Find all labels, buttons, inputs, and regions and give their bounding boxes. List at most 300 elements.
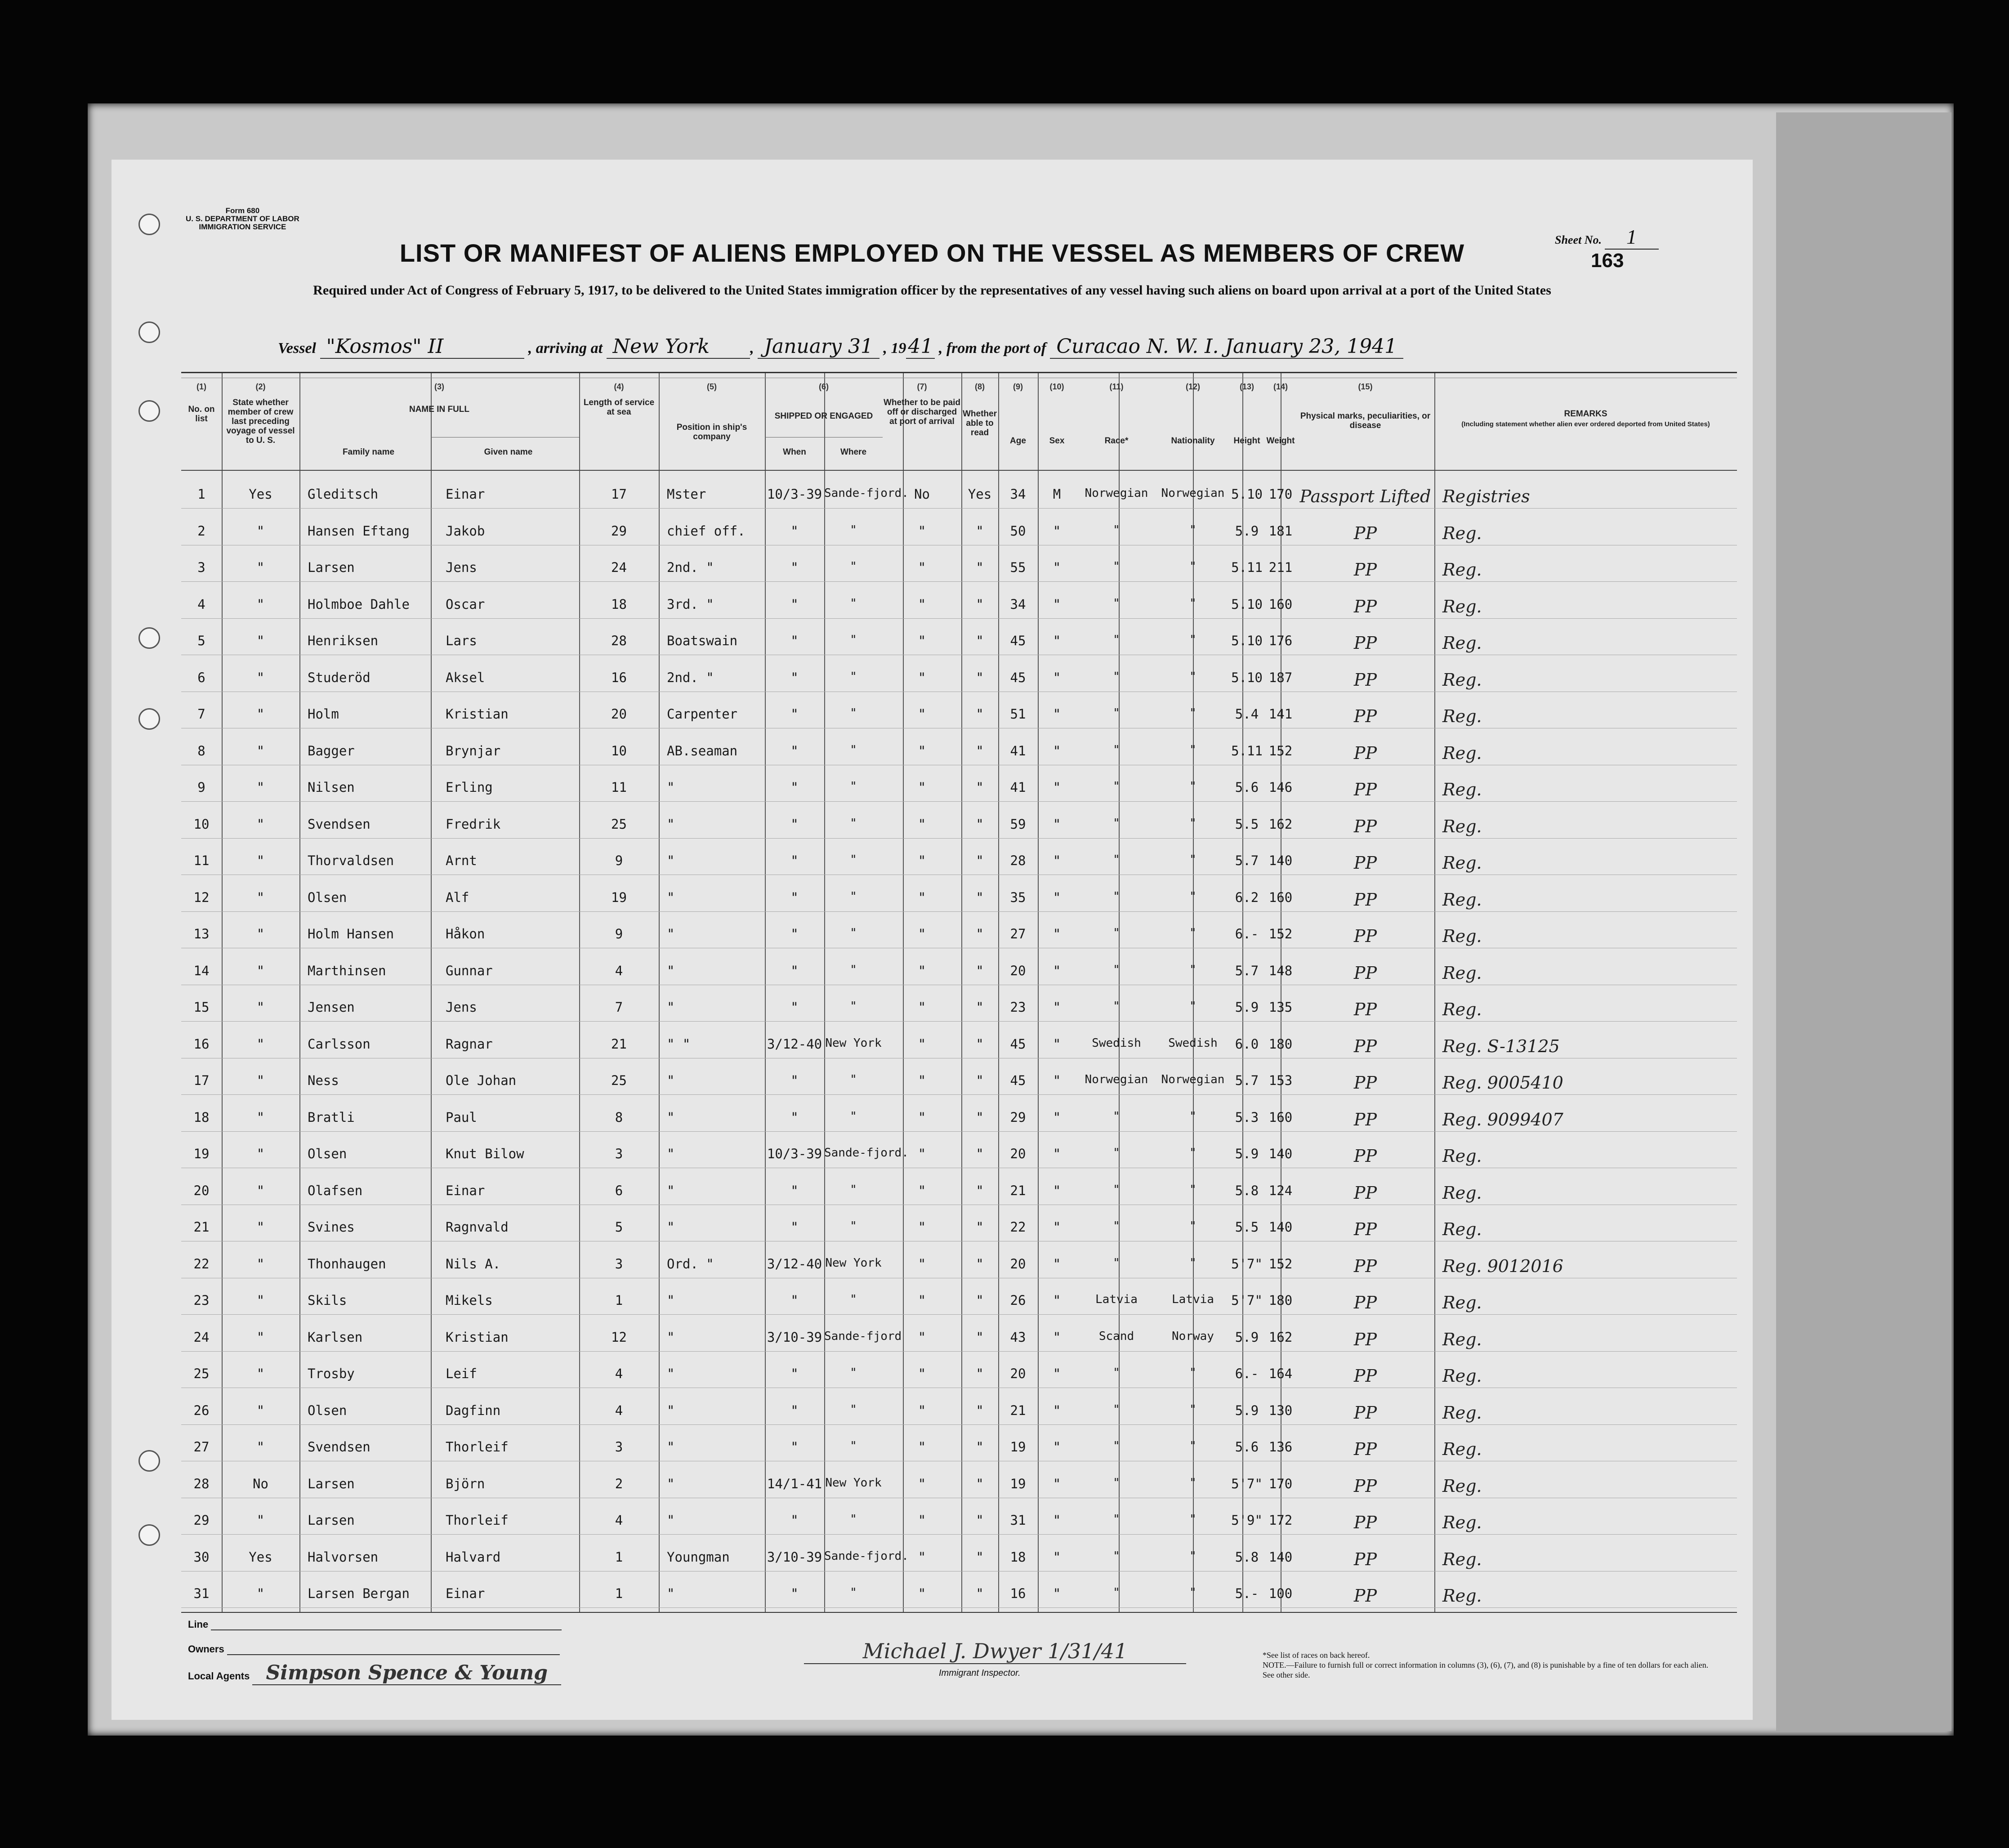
shipped-when: ": [790, 963, 799, 978]
physical-marks: PP: [1353, 816, 1377, 836]
shipped-where: ": [850, 523, 857, 537]
row-number: 16: [193, 1036, 210, 1052]
weight: 140: [1268, 1146, 1293, 1161]
paid-off: ": [918, 1476, 926, 1491]
column-rule: [1193, 373, 1194, 1612]
race: ": [1113, 1256, 1120, 1270]
age: 34: [1010, 596, 1026, 612]
shipped-where: ": [850, 780, 857, 793]
height: 5'7": [1231, 1476, 1263, 1491]
nationality: ": [1189, 1183, 1196, 1196]
race: ": [1113, 1000, 1120, 1013]
row-number: 13: [193, 926, 210, 942]
previous-voyage: ": [256, 1586, 265, 1601]
shipped-where: ": [850, 1109, 857, 1123]
family-name: Bratli: [308, 1109, 355, 1125]
nationality: ": [1189, 1000, 1196, 1013]
age: 50: [1010, 523, 1026, 539]
shipped-when: ": [790, 1073, 799, 1088]
physical-marks: PP: [1353, 1073, 1377, 1093]
shipped-where: ": [850, 1219, 857, 1233]
able-to-read: ": [976, 963, 984, 978]
previous-voyage: ": [256, 1402, 265, 1418]
shipped-where: Sande-fjord.: [824, 1146, 909, 1160]
previous-voyage: Yes: [249, 487, 272, 502]
race: Latvia: [1095, 1293, 1138, 1306]
line-label: Line: [188, 1619, 209, 1630]
length-of-service: 11: [611, 780, 627, 795]
family-name: Skils: [308, 1293, 347, 1308]
remarks: Reg.: [1442, 1476, 1482, 1496]
family-name: Nilsen: [308, 780, 355, 795]
family-name: Olsen: [308, 1402, 347, 1418]
from-label: , from the port of: [938, 340, 1046, 357]
agents-field: [188, 1661, 561, 1684]
binder-hole: [138, 214, 160, 235]
given-name: Mikels: [446, 1293, 493, 1308]
nationality: ": [1189, 816, 1196, 830]
able-to-read: ": [976, 853, 984, 868]
remarks: Reg. 9099407: [1442, 1109, 1563, 1129]
height: 5.7: [1235, 963, 1259, 978]
length-of-service: 18: [611, 596, 627, 612]
shipped-when: ": [790, 670, 799, 685]
shipped-where: ": [850, 706, 857, 720]
previous-voyage: ": [256, 1219, 265, 1235]
column-number: (8): [975, 382, 985, 391]
manifest-sheet: [112, 160, 1753, 1720]
family-name: Holm: [308, 706, 339, 722]
weight: 124: [1268, 1183, 1293, 1198]
shipped-when: 3/12-40: [767, 1036, 822, 1052]
shipped-where: Sande-fjord.: [824, 487, 909, 500]
weight: 152: [1268, 743, 1293, 759]
able-to-read: ": [976, 560, 984, 575]
shipped-where: ": [850, 816, 857, 830]
sex: ": [1053, 1256, 1061, 1272]
length-of-service: 25: [611, 816, 627, 832]
physical-marks: PP: [1353, 1293, 1377, 1312]
paid-off: ": [918, 926, 926, 942]
remarks: Reg.: [1442, 670, 1482, 690]
height: 6.-: [1235, 926, 1259, 942]
physical-marks: PP: [1353, 706, 1377, 726]
shipped-when: ": [790, 1586, 799, 1601]
position: ": [667, 1439, 675, 1455]
position: ": [667, 853, 675, 868]
weight: 211: [1268, 560, 1293, 575]
position: ": [667, 1146, 675, 1161]
given-name: Jens: [446, 560, 477, 575]
arrival-date: January 31: [758, 335, 879, 359]
row-number: 22: [193, 1256, 210, 1272]
shipped-when: ": [790, 596, 799, 612]
length-of-service: 24: [611, 560, 627, 575]
previous-voyage: ": [256, 560, 265, 575]
age: 28: [1010, 853, 1026, 868]
position: ": [667, 1329, 675, 1345]
table-row: [181, 838, 1737, 839]
race: ": [1113, 1109, 1120, 1123]
paid-off: ": [918, 889, 926, 905]
given-name: Gunnar: [446, 963, 493, 978]
nationality: ": [1189, 1549, 1196, 1563]
given-name: Thorleif: [446, 1439, 509, 1455]
physical-marks: PP: [1353, 1402, 1377, 1423]
family-name: Jensen: [308, 1000, 355, 1015]
row-number: 6: [197, 670, 205, 685]
height: 5.4: [1235, 706, 1259, 722]
row-number: 7: [197, 706, 205, 722]
sex: ": [1053, 706, 1061, 722]
given-name: Kristian: [446, 1329, 509, 1345]
previous-voyage: ": [256, 1109, 265, 1125]
position: 3rd. ": [667, 596, 714, 612]
shipped-where: ": [850, 1586, 857, 1599]
sex: ": [1053, 1036, 1061, 1052]
height: 5.8: [1235, 1183, 1259, 1198]
form-number-block: [186, 207, 299, 231]
paid-off: ": [918, 1109, 926, 1125]
row-number: 30: [193, 1549, 210, 1565]
nationality: ": [1189, 780, 1196, 793]
row-number: 12: [193, 889, 210, 905]
length-of-service: 21: [611, 1036, 627, 1052]
given-name: Thorleif: [446, 1513, 509, 1528]
age: 45: [1010, 1036, 1026, 1052]
remarks: Reg. 9005410: [1442, 1073, 1563, 1093]
length-of-service: 28: [611, 633, 627, 648]
sex: ": [1053, 1549, 1061, 1565]
sex: ": [1053, 1329, 1061, 1345]
sex: ": [1053, 670, 1061, 685]
position: " ": [667, 1036, 691, 1052]
shipped-when: ": [790, 816, 799, 832]
weight: 170: [1268, 487, 1293, 502]
family-name: Gleditsch: [308, 487, 379, 502]
position: ": [667, 926, 675, 942]
weight: 135: [1268, 1000, 1293, 1015]
height: 5.9: [1235, 1402, 1259, 1418]
length-of-service: 3: [615, 1256, 623, 1272]
department: U. S. DEPARTMENT OF LABOR: [186, 214, 299, 223]
paid-off: ": [918, 1183, 926, 1198]
nationality: Norway: [1172, 1329, 1214, 1343]
back-sheet-edge: [1776, 112, 1951, 1731]
position: ": [667, 1513, 675, 1528]
remarks: Reg.: [1442, 889, 1482, 910]
weight: 140: [1268, 853, 1293, 868]
length-of-service: 10: [611, 743, 627, 759]
height: 6.0: [1235, 1036, 1259, 1052]
weight: 160: [1268, 889, 1293, 905]
sheet-number-field: [1555, 225, 1659, 250]
sex: ": [1053, 1402, 1061, 1418]
page-title: LIST OR MANIFEST OF ALIENS EMPLOYED ON THE VESSEL AS MEMBERS OF CREW: [399, 239, 1465, 267]
position: Youngman: [667, 1549, 730, 1565]
nationality: ": [1189, 1109, 1196, 1123]
remarks: Reg.: [1442, 1146, 1482, 1166]
race: ": [1113, 560, 1120, 573]
age: 26: [1010, 1293, 1026, 1308]
table-row: [181, 911, 1737, 912]
given-name: Alf: [446, 889, 469, 905]
paid-off: ": [918, 523, 926, 539]
remarks: Reg.: [1442, 1549, 1482, 1569]
race: ": [1113, 816, 1120, 830]
race: ": [1113, 963, 1120, 977]
nationality: ": [1189, 1513, 1196, 1526]
age: 20: [1010, 1146, 1026, 1161]
remarks: Reg.: [1442, 1329, 1482, 1349]
previous-voyage: Yes: [249, 1549, 272, 1565]
inspector-signature: Michael J. Dwyer 1/31/41: [804, 1639, 1186, 1664]
shipped-where: Sande-fjord: [824, 1329, 902, 1343]
shipped-when: ": [790, 1513, 799, 1528]
binder-hole: [138, 321, 160, 343]
remarks: Reg.: [1442, 963, 1482, 983]
race: ": [1113, 1402, 1120, 1416]
paid-off: ": [918, 1329, 926, 1345]
height: 5.11: [1231, 743, 1263, 759]
footnote: [1263, 1650, 1712, 1680]
shipped-when: ": [790, 1219, 799, 1235]
previous-voyage: ": [256, 706, 265, 722]
column-rule: [961, 373, 962, 1612]
age: 35: [1010, 889, 1026, 905]
family-name: Carlsson: [308, 1036, 371, 1052]
able-to-read: Yes: [968, 487, 992, 502]
shipped-where: ": [850, 1366, 857, 1379]
given-name: Oscar: [446, 596, 485, 612]
weight: 187: [1268, 670, 1293, 685]
length-of-service: 19: [611, 889, 627, 905]
able-to-read: ": [976, 1183, 984, 1198]
family-name: Halvorsen: [308, 1549, 379, 1565]
position: AB.seaman: [667, 743, 738, 759]
age: 43: [1010, 1329, 1026, 1345]
family-name: Karlsen: [308, 1329, 363, 1345]
able-to-read: ": [976, 743, 984, 759]
weight: 160: [1268, 596, 1293, 612]
shipped-when: 10/3-39: [767, 487, 822, 502]
previous-voyage: ": [256, 1329, 265, 1345]
column-number: (9): [1013, 382, 1023, 391]
column-number: (5): [707, 382, 717, 391]
nationality: ": [1189, 853, 1196, 866]
remarks: Registries: [1442, 487, 1530, 506]
sex: ": [1053, 926, 1061, 942]
paid-off: ": [918, 743, 926, 759]
given-name: Arnt: [446, 853, 477, 868]
column-rule: [1119, 373, 1120, 1612]
able-to-read: ": [976, 926, 984, 942]
race: ": [1113, 670, 1120, 683]
previous-voyage: ": [256, 816, 265, 832]
shipped-when: 3/12-40: [767, 1256, 822, 1272]
paid-off: ": [918, 1293, 926, 1308]
header-family-name: Family name: [342, 447, 395, 457]
given-name: Halvard: [446, 1549, 501, 1565]
paid-off: ": [918, 596, 926, 612]
table-row: [181, 508, 1737, 509]
able-to-read: ": [976, 889, 984, 905]
subtitle: Required under Act of Congress of February 5, 1917, to be delivered to the United States immigration officer by the representatives of any vessel having such aliens on board upon arrival at a port of the United States: [313, 283, 1551, 298]
header-race: Race*: [1104, 436, 1129, 446]
length-of-service: 5: [615, 1219, 623, 1235]
sex: ": [1053, 889, 1061, 905]
sex: ": [1053, 780, 1061, 795]
previous-voyage: ": [256, 1146, 265, 1161]
physical-marks: PP: [1353, 1219, 1377, 1239]
remarks: Reg.: [1442, 1402, 1482, 1423]
sex: ": [1053, 743, 1061, 759]
nationality: ": [1189, 523, 1196, 537]
given-name: Nils A.: [446, 1256, 501, 1272]
physical-marks: PP: [1353, 1586, 1377, 1606]
column-rule: [1434, 373, 1435, 1612]
age: 20: [1010, 1256, 1026, 1272]
table-row: [181, 1534, 1737, 1535]
shipped-when: 10/3-39: [767, 1146, 822, 1161]
position: ": [667, 1219, 675, 1235]
given-name: Paul: [446, 1109, 477, 1125]
family-name: Ness: [308, 1073, 339, 1088]
able-to-read: ": [976, 1036, 984, 1052]
previous-voyage: ": [256, 1439, 265, 1455]
header-height: Height: [1233, 436, 1260, 446]
previous-voyage: ": [256, 670, 265, 685]
nationality: ": [1189, 596, 1196, 610]
row-number: 31: [193, 1586, 210, 1601]
age: 29: [1010, 1109, 1026, 1125]
height: 5.3: [1235, 1109, 1259, 1125]
previous-voyage: ": [256, 633, 265, 648]
race: ": [1113, 1183, 1120, 1196]
weight: 160: [1268, 1109, 1293, 1125]
able-to-read: ": [976, 1402, 984, 1418]
remarks: Reg.: [1442, 1439, 1482, 1459]
sex: ": [1053, 1073, 1061, 1088]
able-to-read: ": [976, 1109, 984, 1125]
weight: 148: [1268, 963, 1293, 978]
physical-marks: PP: [1353, 633, 1377, 653]
nationality: ": [1189, 560, 1196, 573]
family-name: Bagger: [308, 743, 355, 759]
height: 5.8: [1235, 1549, 1259, 1565]
age: 59: [1010, 816, 1026, 832]
position: 2nd. ": [667, 560, 714, 575]
given-name: Brynjar: [446, 743, 501, 759]
row-number: 24: [193, 1329, 210, 1345]
shipped-where: ": [850, 670, 857, 683]
length-of-service: 9: [615, 926, 623, 942]
shipped-where: New York: [825, 1476, 882, 1490]
able-to-read: ": [976, 670, 984, 685]
race: ": [1113, 1586, 1120, 1599]
family-name: Marthinsen: [308, 963, 386, 978]
race: Scand: [1098, 1329, 1134, 1343]
remarks: Reg.: [1442, 780, 1482, 799]
paid-off: ": [918, 853, 926, 868]
length-of-service: 6: [615, 1183, 623, 1198]
shipped-where: ": [850, 1000, 857, 1013]
shipped-where: ": [850, 1183, 857, 1196]
nationality: ": [1189, 1256, 1196, 1270]
age: 45: [1010, 633, 1026, 648]
physical-marks: PP: [1353, 523, 1377, 543]
height: 5'9": [1231, 1513, 1263, 1528]
able-to-read: ": [976, 633, 984, 648]
sex: ": [1053, 1366, 1061, 1381]
column-rule: [998, 373, 999, 1612]
row-number: 17: [193, 1073, 210, 1088]
arrival-port: New York: [607, 335, 750, 359]
binder-hole: [138, 1450, 160, 1472]
family-name: Studeröd: [308, 670, 371, 685]
weight: 176: [1268, 633, 1293, 648]
length-of-service: 7: [615, 1000, 623, 1015]
row-number: 26: [193, 1402, 210, 1418]
column-rule: [659, 373, 660, 1612]
sex: ": [1053, 1513, 1061, 1528]
age: 27: [1010, 926, 1026, 942]
physical-marks: PP: [1353, 1366, 1377, 1386]
given-name: Leif: [446, 1366, 477, 1381]
length-of-service: 12: [611, 1329, 627, 1345]
nationality: ": [1189, 1146, 1196, 1160]
age: 19: [1010, 1439, 1026, 1455]
remarks: Reg.: [1442, 816, 1482, 836]
paid-off: ": [918, 816, 926, 832]
family-name: Olafsen: [308, 1183, 363, 1198]
weight: 180: [1268, 1293, 1293, 1308]
paid-off: ": [918, 1402, 926, 1418]
able-to-read: ": [976, 1476, 984, 1491]
family-name: Olsen: [308, 1146, 347, 1161]
position: 2nd. ": [667, 670, 714, 685]
physical-marks: Passport Lifted: [1299, 487, 1431, 506]
header-when: When: [783, 447, 806, 457]
column-number: (3): [434, 382, 444, 391]
position: ": [667, 1402, 675, 1418]
row-number: 28: [193, 1476, 210, 1491]
nationality: Norwegian: [1161, 1073, 1225, 1086]
length-of-service: 2: [615, 1476, 623, 1491]
row-number: 19: [193, 1146, 210, 1161]
race: ": [1113, 1146, 1120, 1160]
header-rule: [181, 470, 1737, 471]
able-to-read: ": [976, 1513, 984, 1528]
weight: 172: [1268, 1513, 1293, 1528]
shipped-when: ": [790, 1402, 799, 1418]
physical-marks: PP: [1353, 1549, 1377, 1569]
weight: 162: [1268, 816, 1293, 832]
able-to-read: ": [976, 1146, 984, 1161]
race: Norwegian: [1085, 1073, 1148, 1086]
able-to-read: ": [976, 1439, 984, 1455]
previous-voyage: ": [256, 963, 265, 978]
voyage-line: Vessel "Kosmos" II , arriving at New York , January 31 , 1941 , from the port of Curacao N. W. I. January 23, 1941: [278, 335, 1403, 358]
height: 5.5: [1235, 1219, 1259, 1235]
previous-voyage: ": [256, 743, 265, 759]
family-name: Larsen: [308, 1513, 355, 1528]
column-rule: [1038, 373, 1039, 1612]
header-age: Age: [1010, 436, 1026, 446]
table-row: [181, 618, 1737, 619]
physical-marks: PP: [1353, 1513, 1377, 1532]
nationality: ": [1189, 1586, 1196, 1599]
